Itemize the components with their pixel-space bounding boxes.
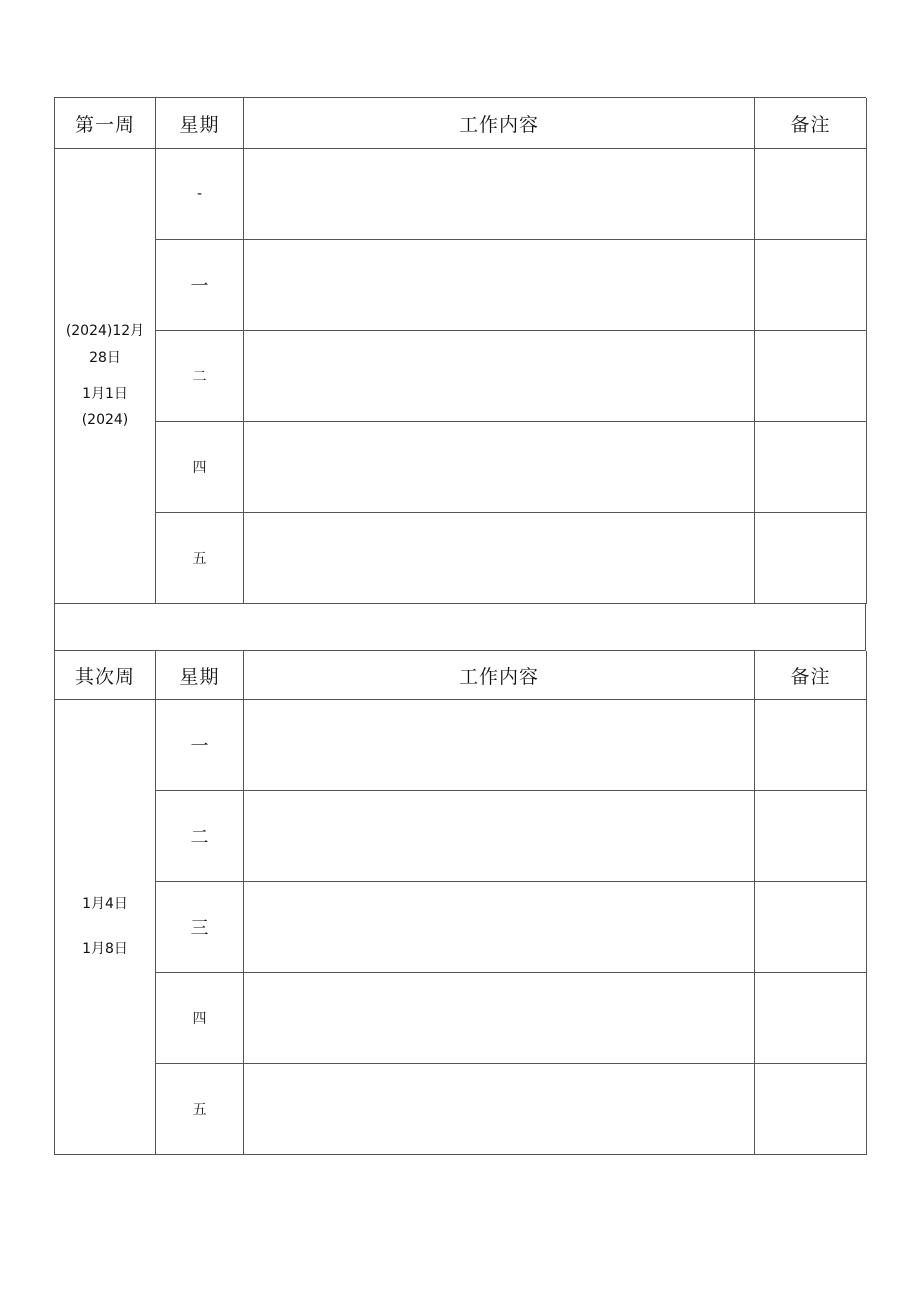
week1-content-cell[interactable] [244,513,755,604]
week1-date-line: 28日 [89,349,121,366]
week2-remarks-cell[interactable] [755,1064,867,1155]
week1-header-content: 工作内容 [244,98,755,149]
week2-content-cell[interactable] [244,882,755,973]
week1-header-weekday: 星期 [156,98,244,149]
week2-content-cell[interactable] [244,791,755,882]
week2-remarks-cell[interactable] [755,882,867,973]
week2-content-cell[interactable] [244,700,755,791]
week2-content-cell[interactable] [244,973,755,1064]
week2-header-content: 工作内容 [244,651,755,700]
week2-day-cell: 二 [156,791,244,882]
week1-day-cell: 四 [156,422,244,513]
week2-day-cell: 一 [156,700,244,791]
week1-date-line: 1月1日 [82,385,128,402]
week1-header-week: 第一周 [55,98,156,149]
week1-day-cell: 一 [156,240,244,331]
week2-remarks-cell[interactable] [755,791,867,882]
week2-header-remarks: 备注 [755,651,867,700]
week2-remarks-cell[interactable] [755,973,867,1064]
week1-date-range [55,149,156,604]
week1-remarks-cell[interactable] [755,331,867,422]
week1-content-cell[interactable] [244,422,755,513]
week1-date-line: (2024) [81,412,129,429]
week1-content-cell[interactable] [244,149,755,240]
week2-header-week: 其次周 [55,651,156,700]
week2-date-line: 1月4日 [82,896,128,913]
week2-day-cell: 四 [156,973,244,1064]
week1-day-cell: 二 [156,331,244,422]
week1-remarks-cell[interactable] [755,513,867,604]
week-separator [54,604,866,651]
week1-date-line: (2024)12月 [65,322,145,339]
week1-remarks-cell[interactable] [755,240,867,331]
week1-day-cell: - [156,149,244,240]
week2-date-line: 1月8日 [82,941,128,957]
week1-day-cell: 五 [156,513,244,604]
week2-remarks-cell[interactable] [755,700,867,791]
week1-header-remarks: 备注 [755,98,867,149]
week1-remarks-cell[interactable] [755,422,867,513]
week1-content-cell[interactable] [244,331,755,422]
week2-day-cell: 五 [156,1064,244,1155]
week2-day-cell: 三 [156,882,244,973]
weekly-work-plan [54,97,866,1155]
week2-content-cell[interactable] [244,1064,755,1155]
week1-table [54,97,866,604]
week2-header-weekday: 星期 [156,651,244,700]
week2-table [54,651,866,1155]
week2-date-range [55,700,156,1155]
week1-remarks-cell[interactable] [755,149,867,240]
week1-content-cell[interactable] [244,240,755,331]
